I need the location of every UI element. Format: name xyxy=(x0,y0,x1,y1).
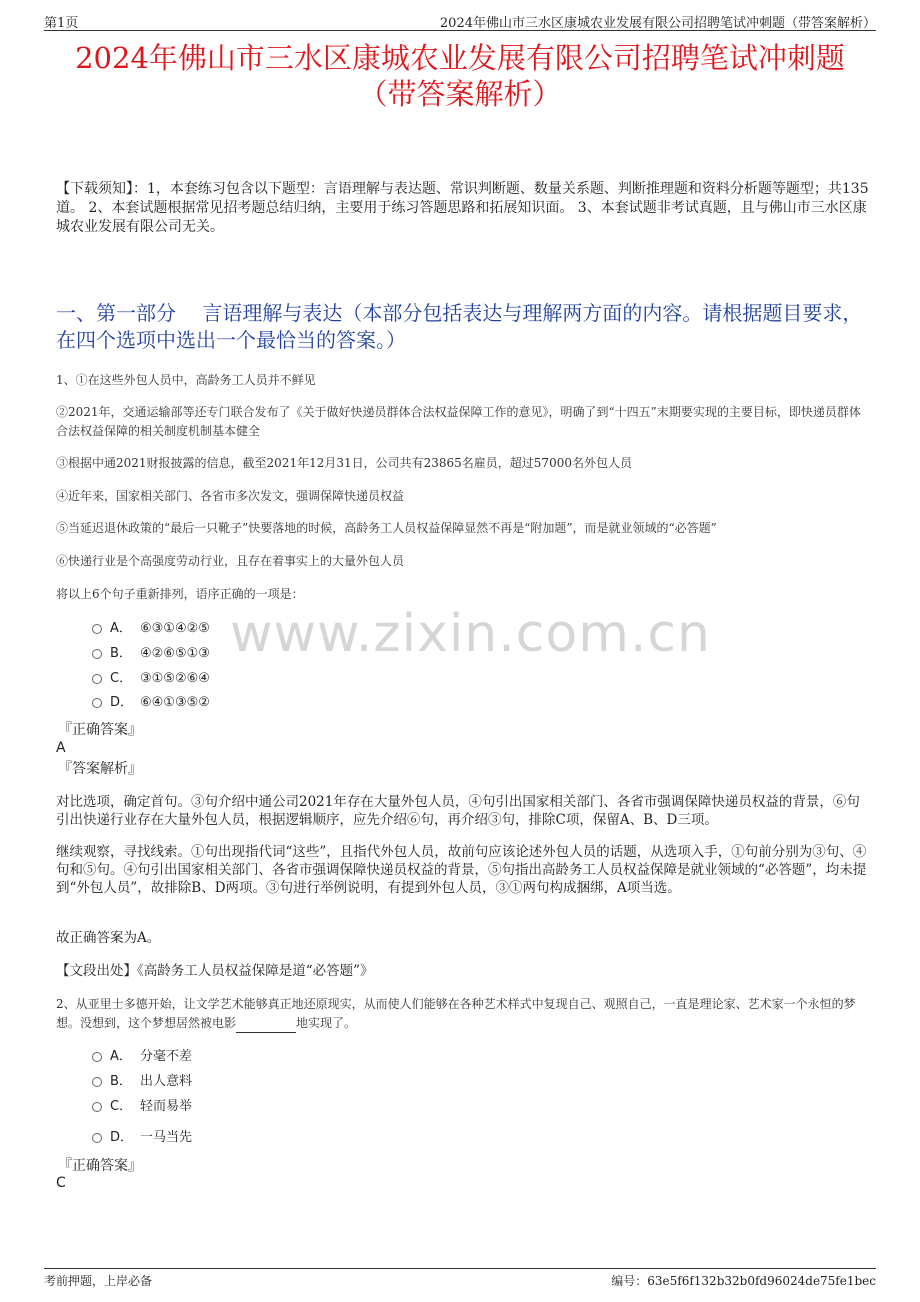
option-text: ③①⑤②⑥④ xyxy=(140,671,210,686)
option-letter: C． xyxy=(110,671,133,686)
header-divider xyxy=(44,30,876,31)
q2-option-b[interactable] xyxy=(92,1073,192,1091)
option-letter: D． xyxy=(110,1130,134,1145)
option-text: 分毫不差 xyxy=(140,1049,193,1064)
answer-blank xyxy=(236,1020,296,1033)
q1-analysis-para-3: 故正确答案为A。 xyxy=(56,930,161,946)
q2-stem-part1: 2、从亚里士多德开始，让文学艺术能够真正地还原现实，从而使人们能够在各种艺术样式中复现自己、观照自己，一直是理论家、艺术家一个永恒的梦想。没想到，这个梦想居然被电影 xyxy=(56,997,856,1030)
q2-option-a[interactable] xyxy=(92,1048,192,1066)
radio-icon[interactable] xyxy=(92,1133,102,1143)
radio-icon[interactable] xyxy=(92,674,102,684)
q1-option-c[interactable] xyxy=(92,670,210,688)
footer-slogan: 考前押题，上岸必备 xyxy=(44,1274,153,1288)
radio-icon[interactable] xyxy=(92,1052,102,1062)
option-letter: A． xyxy=(110,1049,132,1064)
q1-analysis-para-1: 对比选项，确定首句。③句介绍中通公司2021年存在大量外包人员，④句引出国家相关部门、各省市强调保障快递员权益的背景，⑥句引出快递行业存在大量外包人员，根据逻辑顺序，应先介绍⑥句，再介绍③句，排除C项，保留A、B、D三项。 xyxy=(56,794,860,828)
q2-answer: C xyxy=(56,1175,66,1191)
option-letter: B． xyxy=(110,646,132,661)
q2-option-d[interactable] xyxy=(92,1129,192,1147)
option-text: ⑥④①③⑤② xyxy=(140,695,210,710)
option-letter: B． xyxy=(110,1074,132,1089)
radio-icon[interactable] xyxy=(92,1077,102,1087)
watermark: www.zixin.com.cn xyxy=(230,604,711,664)
radio-icon[interactable] xyxy=(92,1102,102,1112)
running-header-title: 2024年佛山市三水区康城农业发展有限公司招聘笔试冲刺题（带答案解析） xyxy=(439,16,876,31)
q1-sentence-5: ⑤当延迟退休政策的“最后一只靴子”快要落地的时候，高龄务工人员权益保障显然不再是“附加题”，而是就业领域的“必答题” xyxy=(56,521,717,535)
option-text: ④②⑥⑤①③ xyxy=(140,646,210,661)
option-text: 轻而易举 xyxy=(140,1099,193,1114)
q1-option-d[interactable] xyxy=(92,694,210,712)
q1-answer: A xyxy=(56,740,66,756)
q1-sentence-6: ⑥快递行业是个高强度劳动行业，且存在着事实上的大量外包人员 xyxy=(56,554,405,568)
document-title-line2: （带答案解析） xyxy=(358,77,562,111)
option-text: 出人意料 xyxy=(140,1074,193,1089)
q2-answer-label: 『正确答案』 xyxy=(58,1158,142,1174)
q1-sentence-4: ④近年来，国家相关部门、各省市多次发文，强调保障快递员权益 xyxy=(56,489,405,503)
q1-analysis-para-2: 继续观察，寻找线索。①句出现指代词“这些”，且指代外包人员，故前句应该论述外包人员的话题，从选项入手，①句前分别为③句、④句和⑤句。④句引出国家相关部门、各省市强调保障快递员权益的背景，⑤句指出高龄务工人员权益保障是就业领域的“必答题”，均未提到“外包人员”，故排除B、D两项。③句进行举例说明，有提到外包人员，③①两句构成捆绑，A项当选。 xyxy=(56,844,867,896)
option-letter: C． xyxy=(110,1099,133,1114)
q1-source: 【文段出处】《高龄务工人员权益保障是道“必答题”》 xyxy=(56,963,374,979)
option-text: ⑥③①④②⑤ xyxy=(140,621,210,636)
q1-option-a[interactable] xyxy=(92,620,210,638)
radio-icon[interactable] xyxy=(92,624,102,634)
q1-option-b[interactable] xyxy=(92,645,210,663)
q1-sentence-1: 1、①在这些外包人员中，高龄务工人员并不鲜见 xyxy=(56,373,316,387)
radio-icon[interactable] xyxy=(92,649,102,659)
q1-answer-label: 『正确答案』 xyxy=(58,722,142,738)
document-title xyxy=(40,40,880,112)
q1-analysis-label: 『答案解析』 xyxy=(58,761,142,777)
option-text: 一马当先 xyxy=(140,1130,193,1145)
document-title-line1: 2024年佛山市三水区康城农业发展有限公司招聘笔试冲刺题 xyxy=(75,41,845,75)
q1-prompt: 将以上6个句子重新排列，语序正确的一项是： xyxy=(56,587,304,601)
page-number: 第1页 xyxy=(44,16,79,31)
footer-divider xyxy=(44,1268,876,1269)
q1-sentence-3: ③根据中通2021财报披露的信息，截至2021年12月31日，公司共有23865名雇员，超过57000名外包人员 xyxy=(56,456,632,470)
document-id: 编号：63e5f6f132b32b0fd96024de75fe1bec xyxy=(611,1274,876,1288)
option-letter: A． xyxy=(110,621,132,636)
option-letter: D． xyxy=(110,695,134,710)
q1-sentence-2: ②2021年，交通运输部等还专门联合发布了《关于做好快递员群体合法权益保障工作的意见》，明确了到“十四五”末期要实现的主要目标，即快递员群体合法权益保障的相关制度机制基本健全 xyxy=(56,405,861,438)
radio-icon[interactable] xyxy=(92,698,102,708)
download-notice: 【下载须知】：1，本套练习包含以下题型：言语理解与表达题、常识判断题、数量关系题、判断推理题和资料分析题等题型；共135道。 2、本套试题根据常见招考题总结归纳，主要用于练习答题思路和拓展知识面。 3、本套试题非考试真题，且与佛山市三水区康城农业发展有限公司无关。 xyxy=(56,181,869,235)
section-heading: 一、第一部分 言语理解与表达（本部分包括表达与理解两方面的内容。请根据题目要求，在四个选项中选出一个最恰当的答案。） xyxy=(56,301,863,352)
q2-stem-part2: 地实现了。 xyxy=(296,1016,357,1030)
q2-option-c[interactable] xyxy=(92,1098,192,1116)
q2-stem xyxy=(56,995,870,1033)
